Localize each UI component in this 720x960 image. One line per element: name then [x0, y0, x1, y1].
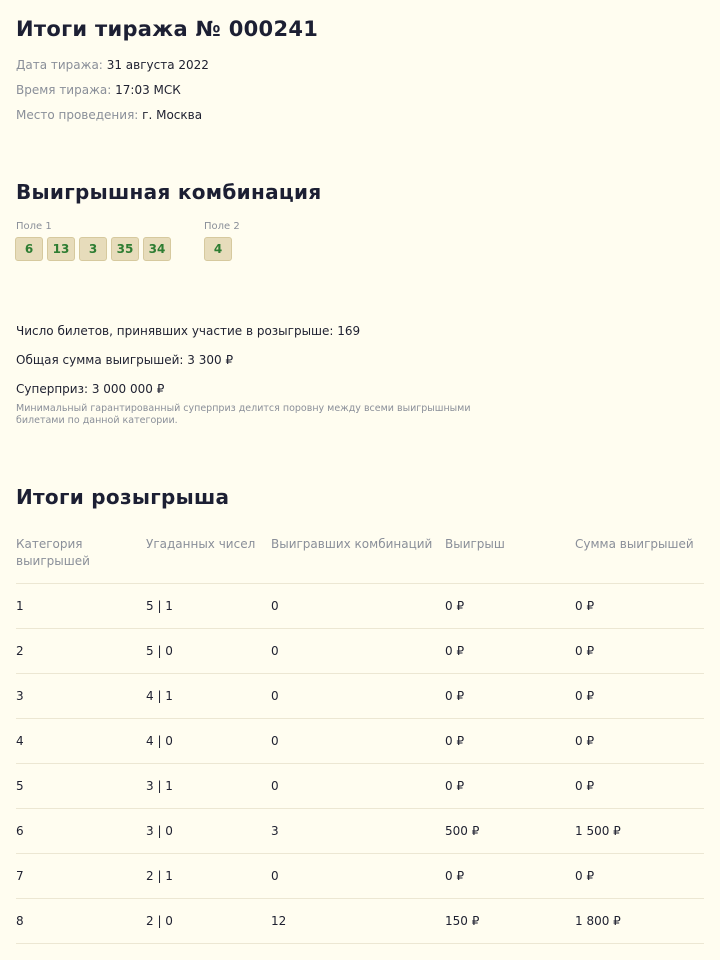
- table-row: [16, 899, 704, 944]
- table-row: [16, 854, 704, 899]
- cell-prize: 150 ₽: [445, 914, 480, 928]
- table-row: [16, 809, 704, 854]
- cell-sum: 0 ₽: [575, 779, 595, 793]
- cell-prize: 0 ₽: [445, 734, 465, 748]
- cell-category: 3: [16, 689, 24, 703]
- cell-prize: 0 ₽: [445, 779, 465, 793]
- cell-prize: 0 ₽: [445, 869, 465, 883]
- cell-combinations: 0: [271, 689, 279, 703]
- cell-category: 1: [16, 599, 24, 613]
- cell-guessed: 5 | 0: [146, 644, 173, 658]
- draw-date-label: Дата тиража:: [16, 58, 103, 72]
- superprize-note: Минимальный гарантированный суперприз делится поровну между всеми выигрышными билетами по данной категории.: [16, 403, 471, 426]
- cell-combinations: 3: [271, 824, 279, 838]
- cell-guessed: 3 | 1: [146, 779, 173, 793]
- cell-sum: 0 ₽: [575, 644, 595, 658]
- header-prize: Выигрыш: [445, 537, 505, 551]
- ball: 4: [204, 237, 232, 261]
- cell-category: 7: [16, 869, 24, 883]
- cell-sum: 0 ₽: [575, 734, 595, 748]
- cell-combinations: 0: [271, 869, 279, 883]
- cell-sum: 1 500 ₽: [575, 824, 621, 838]
- draw-time: [16, 83, 181, 97]
- cell-sum: 0 ₽: [575, 599, 595, 613]
- cell-guessed: 4 | 0: [146, 734, 173, 748]
- cell-prize: 0 ₽: [445, 599, 465, 613]
- ball: 35: [111, 237, 139, 261]
- field1-numbers: [15, 237, 171, 261]
- cell-prize: 500 ₽: [445, 824, 480, 838]
- cell-guessed: 4 | 1: [146, 689, 173, 703]
- cell-combinations: 0: [271, 734, 279, 748]
- cell-guessed: 2 | 1: [146, 869, 173, 883]
- table-row: [16, 584, 704, 629]
- table-header: [16, 524, 704, 584]
- header-guessed: Угаданных чисел: [146, 537, 256, 551]
- cell-sum: 0 ₽: [575, 689, 595, 703]
- draw-date: [16, 58, 209, 72]
- header-category: Категория выигрышей: [16, 537, 90, 568]
- total-winnings: Общая сумма выигрышей: 3 300 ₽: [16, 353, 234, 367]
- field2-label: Поле 2: [204, 221, 240, 232]
- table-row: [16, 674, 704, 719]
- ball: 6: [15, 237, 43, 261]
- cell-category: 6: [16, 824, 24, 838]
- field1-label: Поле 1: [16, 221, 52, 232]
- cell-category: 2: [16, 644, 24, 658]
- results-table: [16, 524, 704, 944]
- draw-time-label: Время тиража:: [16, 83, 112, 97]
- cell-category: 5: [16, 779, 24, 793]
- header-sum: Сумма выигрышей: [575, 537, 694, 551]
- draw-date-value: 31 августа 2022: [106, 58, 209, 72]
- cell-category: 8: [16, 914, 24, 928]
- tickets-count: Число билетов, принявших участие в розыгрыше: 169: [16, 324, 361, 338]
- cell-guessed: 3 | 0: [146, 824, 173, 838]
- cell-combinations: 0: [271, 644, 279, 658]
- table-row: [16, 629, 704, 674]
- ball: 3: [79, 237, 107, 261]
- cell-guessed: 2 | 0: [146, 914, 173, 928]
- draw-place-label: Место проведения:: [16, 108, 139, 122]
- header-combinations: Выигравших комбинаций: [271, 537, 433, 551]
- table-row: [16, 719, 704, 764]
- field2-numbers: [204, 237, 232, 261]
- cell-sum: 1 800 ₽: [575, 914, 621, 928]
- results-title: Итоги розыгрыша: [16, 485, 230, 509]
- cell-combinations: 0: [271, 599, 279, 613]
- cell-combinations: 12: [271, 914, 287, 928]
- page-title: Итоги тиража № 000241: [16, 17, 319, 41]
- cell-guessed: 5 | 1: [146, 599, 173, 613]
- cell-prize: 0 ₽: [445, 644, 465, 658]
- draw-place: [16, 108, 202, 122]
- cell-prize: 0 ₽: [445, 689, 465, 703]
- cell-sum: 0 ₽: [575, 869, 595, 883]
- draw-time-value: 17:03 МСК: [115, 83, 181, 97]
- combination-title: Выигрышная комбинация: [16, 180, 322, 204]
- cell-combinations: 0: [271, 779, 279, 793]
- cell-category: 4: [16, 734, 24, 748]
- table-body: [16, 584, 704, 944]
- superprize: Суперприз: 3 000 000 ₽: [16, 382, 165, 396]
- table-row: [16, 764, 704, 809]
- ball: 34: [143, 237, 171, 261]
- draw-place-value: г. Москва: [142, 108, 203, 122]
- ball: 13: [47, 237, 75, 261]
